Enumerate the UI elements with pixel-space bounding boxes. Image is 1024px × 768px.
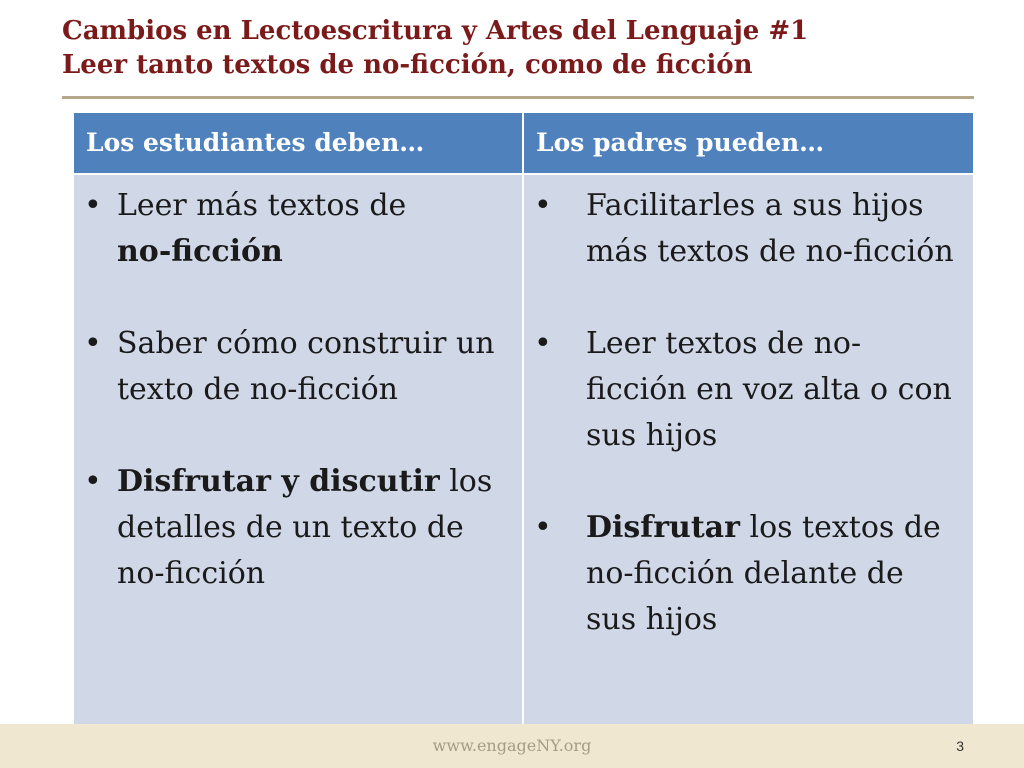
col2-body — [524, 175, 973, 742]
list-item — [84, 183, 514, 275]
item-text: Leer más textos de — [117, 188, 407, 223]
list-item — [84, 459, 514, 597]
page-number: 3 — [956, 738, 964, 754]
comparison-table — [74, 113, 973, 742]
item-text: los detalles de un texto de no-ficción — [117, 464, 493, 591]
column-divider — [522, 113, 524, 742]
list-item — [534, 183, 964, 275]
item-text: Leer textos de no-ficción en voz alta o con sus hijos — [586, 326, 952, 453]
slide-title-line-1: Cambios en Lectoescritura y Artes del Lenguaje #1 — [62, 16, 809, 46]
bullet-icon: • — [534, 188, 552, 223]
list-item — [84, 321, 514, 413]
bullet-icon: • — [84, 326, 102, 361]
item-text: los textos de no-ficción delante de sus hijos — [586, 510, 941, 637]
col2-header: Los padres pueden… — [524, 113, 973, 173]
col2-list — [534, 183, 964, 643]
item-bold-text: Disfrutar — [586, 510, 740, 545]
footer-url: www.engageNY.org — [432, 736, 592, 755]
bullet-icon: • — [534, 510, 552, 545]
bullet-icon: • — [84, 188, 102, 223]
slide-title-line-2: Leer tanto textos de no-ficción, como de ficción — [62, 50, 753, 80]
slide-title — [62, 14, 962, 82]
item-text: Facilitarles a sus hijos más textos de no-ficción — [586, 188, 954, 269]
item-bold-text: no-ficción — [117, 234, 283, 269]
col1-header: Los estudiantes deben… — [74, 113, 522, 173]
col1-body — [74, 175, 522, 742]
title-divider — [62, 96, 974, 99]
list-item — [534, 505, 964, 643]
bullet-icon: • — [84, 464, 102, 499]
list-item — [534, 321, 964, 459]
item-text: Saber cómo construir un texto de no-ficción — [117, 326, 495, 407]
bullet-icon: • — [534, 326, 552, 361]
item-bold-text: Disfrutar y discutir — [117, 464, 440, 499]
header-divider — [74, 173, 973, 175]
col1-list — [84, 183, 514, 597]
